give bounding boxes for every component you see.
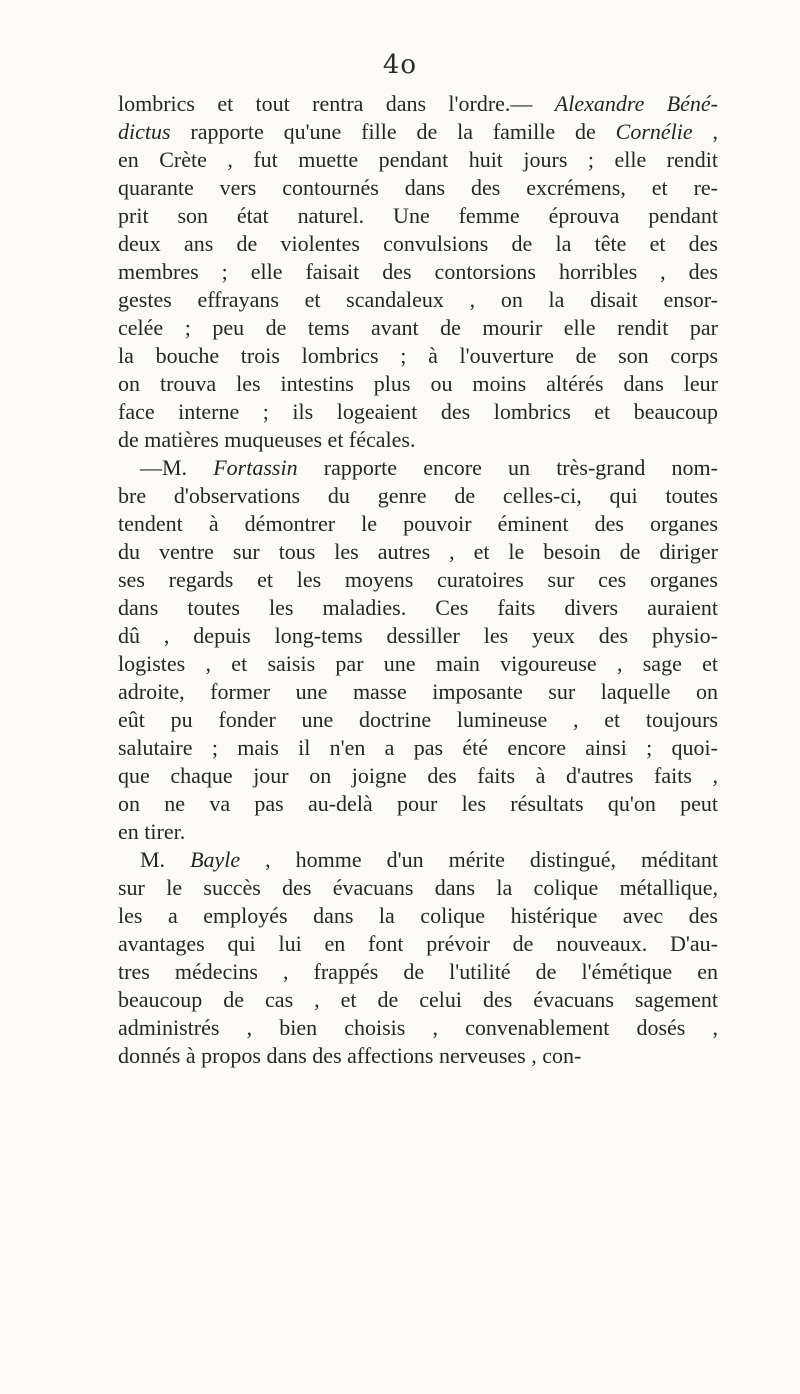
text-line <box>118 650 718 678</box>
text-line <box>118 874 718 902</box>
text-run: tendent à démontrer le pouvoir éminent des organes <box>118 511 718 536</box>
text-run: administrés , bien choisis , convenablement dosés , <box>118 1015 718 1040</box>
text-line <box>118 510 718 538</box>
text-run: dans toutes les maladies. Ces faits divers auraient <box>118 595 718 620</box>
text-run: eût pu fonder une doctrine lumineuse , et toujours <box>118 707 718 732</box>
text-run: rapporte encore un très-grand nom- <box>297 455 718 480</box>
text-run: du ventre sur tous les autres , et le besoin de diriger <box>118 539 718 564</box>
text-line <box>118 538 718 566</box>
text-run: adroite, former une masse imposante sur laquelle on <box>118 679 718 704</box>
text-run: en tirer. <box>118 819 186 844</box>
text-run: salutaire ; mais il n'en a pas été encore ainsi ; quoi- <box>118 735 718 760</box>
text-line <box>118 202 718 230</box>
text-line <box>118 566 718 594</box>
text-line <box>118 482 718 510</box>
italic-text-run: Alexandre Béné- <box>554 91 718 116</box>
italic-text-run: Cornélie <box>615 119 693 144</box>
text-line <box>118 706 718 734</box>
text-line <box>118 230 718 258</box>
text-run: deux ans de violentes convulsions de la tête et des <box>118 231 718 256</box>
text-line <box>118 118 718 146</box>
text-line <box>118 90 718 118</box>
text-run: face interne ; ils logeaient des lombrics et beaucoup <box>118 399 718 424</box>
text-run: quarante vers contournés dans des excrémens, et re- <box>118 175 718 200</box>
text-run: prit son état naturel. Une femme éprouva pendant <box>118 203 718 228</box>
text-run: sur le succès des évacuans dans la colique métallique, <box>118 875 718 900</box>
text-line <box>118 622 718 650</box>
text-line <box>118 734 718 762</box>
italic-text-run: Fortassin <box>213 455 298 480</box>
text-run: les a employés dans la colique histérique avec des <box>118 903 718 928</box>
text-line <box>118 678 718 706</box>
text-line <box>118 398 718 426</box>
italic-text-run: Bayle <box>190 847 241 872</box>
text-line <box>118 930 718 958</box>
text-run: logistes , et saisis par une main vigoureuse , sage et <box>118 651 718 676</box>
text-line <box>118 958 718 986</box>
text-run: dû , depuis long-tems dessiller les yeux des physio- <box>118 623 718 648</box>
text-line <box>118 1014 718 1042</box>
text-line <box>118 594 718 622</box>
text-line <box>118 986 718 1014</box>
text-line <box>118 258 718 286</box>
text-line <box>118 146 718 174</box>
text-line <box>118 426 718 454</box>
text-line <box>118 314 718 342</box>
text-run: donnés à propos dans des affections nerveuses , con- <box>118 1043 582 1068</box>
text-run: que chaque jour on joigne des faits à d'autres faits , <box>118 763 718 788</box>
text-run: on trouva les intestins plus ou moins altérés dans leur <box>118 371 718 396</box>
text-run: avantages qui lui en font prévoir de nouveaux. D'au- <box>118 931 718 956</box>
text-run: lombrics et tout rentra dans l'ordre.— <box>118 91 555 116</box>
text-run: beaucoup de cas , et de celui des évacuans sagement <box>118 987 718 1012</box>
text-run: membres ; elle faisait des contorsions horribles , des <box>118 259 718 284</box>
body-text <box>118 90 718 1070</box>
text-run: M. <box>140 847 191 872</box>
text-run: —M. <box>140 455 214 480</box>
text-run: gestes effrayans et scandaleux , on la disait ensor- <box>118 287 718 312</box>
text-run: on ne va pas au-delà pour les résultats qu'on peut <box>118 791 718 816</box>
text-run: la bouche trois lombrics ; à l'ouverture de son corps <box>118 343 718 368</box>
text-line <box>118 370 718 398</box>
page-number: 4o <box>382 50 418 80</box>
text-line <box>118 1042 718 1070</box>
text-run: , <box>692 119 719 144</box>
text-line <box>118 902 718 930</box>
italic-text-run: dictus <box>118 119 171 144</box>
text-line <box>118 286 718 314</box>
text-run: celée ; peu de tems avant de mourir elle rendit par <box>118 315 718 340</box>
text-line <box>118 846 718 874</box>
text-run: rapporte qu'une fille de la famille de <box>170 119 616 144</box>
text-run: bre d'observations du genre de celles-ci, qui toutes <box>118 483 718 508</box>
text-run: ses regards et les moyens curatoires sur ces organes <box>118 567 718 592</box>
text-run: de matières muqueuses et fécales. <box>118 427 416 452</box>
text-run: , homme d'un mérite distingué, méditant <box>240 847 718 872</box>
text-line <box>118 454 718 482</box>
text-run: tres médecins , frappés de l'utilité de l'émétique en <box>118 959 718 984</box>
text-run: en Crète , fut muette pendant huit jours ; elle rendit <box>118 147 718 172</box>
text-line <box>118 342 718 370</box>
text-line <box>118 818 718 846</box>
text-line <box>118 174 718 202</box>
text-line <box>118 790 718 818</box>
text-line <box>118 762 718 790</box>
